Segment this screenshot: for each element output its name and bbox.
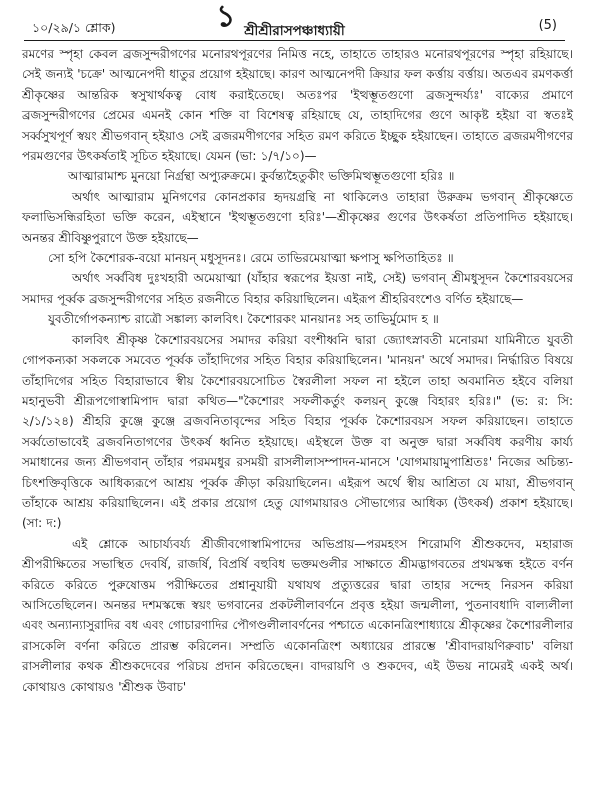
verse-quote: আত্মারামাশ্চ মুনয়ো নির্গ্রন্থা অপ্যুরুক্রমে। কুর্বন্ত্যহৈতুকীং ভক্তিমিত্থম্ভূতগুণো হরিঃ ॥: [68, 169, 455, 184]
header-divider: [24, 40, 565, 41]
header-page-numeral: ১: [216, 0, 236, 34]
paragraph: অর্থাৎ সর্ব্ববিধ দুঃখহারী অমেয়াত্মা (যাঁহার স্বরূপের ইয়ত্তা নাই, সেই) ভগবান্ শ্রীমধুসূদন কৈশোরবয়সের সমাদর পূর্ব্বক ব্রজসুন্দরীগণের সহিত রজনীতে বিহার করিয়াছিলেন। এইরূপ শ্রীহরিবংশেও বর্ণিত হইয়াছে—: [22, 271, 574, 306]
paragraph: রমণের স্পৃহা কেবল ব্রজসুন্দরীগণের মনোরথপূরণের নিমিত্ত নহে, তাহাতে তাহারও মনোরথপূরণের স্পৃহা রহিয়াছে। সেই জন্যই 'চক্রে' আত্মনেপদী ধাতুর প্রয়োগ হইয়াছে। কারণ আত্মনেপদী ক্রিয়ার ফল কর্ত্তায় বর্ত্তায়। অতএব রমণকর্ত্তা শ্রীকৃষ্ণের আন্তরিক স্বসুখার্থকত্ব বোধ করাইতেছে। অতঃপর 'ইত্থম্ভূতগুণো ব্রজসুন্দর্য্যঃ' বাক্যের প্রমাণে ব্রজসুন্দরীগণের প্রেমের এমনই কোন শক্তি বা বিশেষত্ব রহিয়াছে যে, তাহাদিগের গুণে আকৃষ্ট হইয়া বা স্বতঃই সর্ব্বসুখপূর্ণ স্বয়ং শ্রীভগবান্ হইয়াও সেই ব্রজরমণীগণের সহিত রমণ করিতে ইচ্ছুক হইয়াছেন। তাহাতে ব্রজরমণীগণের পরমগুণের উৎকর্ষতাই সূচিত হইয়াছে। যেমন (ভা: ১/৭/১০)—: [22, 47, 573, 164]
verse-quote: সো হপি কৈশোরক-বয়ো মানয়ন্ মধুসূদনঃ। রেমে তাভিরমেয়াত্মা ক্ষপাসু ক্ষপিতাহিতঃ ॥: [48, 251, 454, 266]
paragraph: এই শ্লোকে আচার্য্যবর্য্য শ্রীজীবগোস্বামিপাদের অভিপ্রায়—পরমহংস শিরোমণি শ্রীশুকদেব, মহারাজ শ্রীপরীক্ষিতের সভাস্থিত দেবর্ষি, রাজর্ষি, বিপ্রর্ষি বহুবিধ ভক্তমণ্ডলীর সাক্ষাতে শ্রীমদ্ভাগবতের প্রথমস্কন্ধ হইতে বর্ণন করিতে করিতে পুরুষোত্তম পরীক্ষিতের প্রশ্নানুযায়ী যথাযথ প্রত্যুত্তরের দ্বারা তাহার সন্দেহ নিরসন করিয়া আসিতেছিলেন। অনন্তর দশমস্কন্ধে স্বয়ং ভগবানের প্রকটলীলাবর্ণনে প্রবৃত্ত হইয়া জন্মলীলা, পুতনাবধাদি বাল্যলীলা এবং অন্যান্যাসুরাদির বধ এবং গোচারণাদির পৌগণ্ডলীলাবর্ণনের পশ্চাতে একোনত্রিংশাধ্যায়ে শ্রীকৃষ্ণের কৈশোরলীলার রাসকেলি বর্ণনা করিতে প্রারম্ভ করিলেন। সম্প্রতি একোনত্রিংশ অধ্যায়ের প্রারম্ভে 'শ্রীবাদরায়ণিরুবাচ' বলিয়া রাসলীলার কথক শ্রীশুকদেবের পরিচয় প্রদান করিতেছেন। বাদরায়ণি ও শুকদেব, এই উভয় নামেরই একই অর্থ। কোথায়ও কোথায়ও 'শ্রীশুক উবাচ': [22, 536, 573, 694]
paragraph: কালবিৎ শ্রীকৃষ্ণ কৈশোরবয়সের সমাদর করিয়া বংশীধ্বনি দ্বারা জ্যোৎস্নাবতী মনোরমা যামিনীতে যুবতী গোপকন্যকা সকলকে সমবেত পূর্ব্বক তাঁহাদিগের সহিত বিহার করিয়াছিলেন। 'মানয়ন' অর্থে সমাদর। নির্দ্ধারিত বিষয়ে তাঁহাদিগের সহিত বিহারাভাবে স্বীয় কৈশোরবয়সোচিত স্বৈরলীলা সফল না হইলে তাহা অবমানিত হইবে বলিয়া মহানুভবী শ্রীরূপগোস্বামিপাদ দ্বারা কথিত—"কৈশোরং সফলীকর্তুং কলয়ন্ কুঞ্জে বিহারং হরিঃ।" (ভ: র: সি: ২/১/১২৪) শ্রীহরি কুঞ্জে কুঞ্জে ব্রজবনিতাবৃন্দের সহিত বিহার পূর্ব্বক কৈশোরবয়স সফল করিয়াছেন। তাহাতে সর্ব্বতোভাবেই ব্রজবনিতাগণের উৎকর্ষ ধ্বনিত হইয়াছে। এইস্থলে উক্ত বা অনুক্ত দ্বারা সর্ব্ববিধ করণীয় কার্য্য সমাধানের জন্য শ্রীভগবান্ তাঁহার পরমমধুর রসময়ী রাসলীলাসম্পাদন-মানসে 'যোগমায়ামুপাশ্রিতঃ' নিজের অচিন্ত্য-চিৎশক্তিবৃত্তিকে আধিক্যরূপে আশ্রয় পূর্ব্বক ক্রীড়া করিয়াছিলেন। এইরূপ অর্থে স্বীয় আশ্রিতা যে মায়া, শ্রীভগবান্ তাঁহাকে আশ্রয় করিয়াছিলেন। এই প্রকার প্রয়োগ হেতু যোগমায়ারও সৌভাগ্যের আধিক্য (উৎকর্ষ) প্রকাশ হইয়াছে। (সা: দ:): [22, 332, 573, 531]
verse-quote: যুবতীর্গোপকন্যাশ্চ রাত্রৌ সঙ্কাল্য কালবিৎ। কৈশোরকং মানয়ানঃ সহ তাভির্মুমোদ হ ॥: [48, 312, 439, 327]
body-text: [22, 44, 573, 697]
header-page-number: (5): [538, 18, 557, 33]
header-title: শ্রীশ্রীরাসপঞ্চাধ্যায়ী: [244, 23, 345, 39]
paragraph: অর্থাৎ আত্মারাম মুনিগণের কোনপ্রকার হৃদয়গ্রন্থি না থাকিলেও তাহারা উরুক্রম ভগবান্ শ্রীকৃষ্ণেতে ফলাভিসন্ধিরহিতা ভক্তি করেন, এইস্থানে 'ইত্থম্ভূতগুণো হরিঃ'—শ্রীকৃষ্ণের গুণের উৎকর্ষতা প্রতিপাদিত হইয়াছে। অনন্তর শ্রীবিষ্ণুপুরাণে উক্ত হইয়াছে—: [22, 189, 573, 245]
header-verse-ref: ১০/২৯/১ শ্লোক): [32, 20, 116, 35]
